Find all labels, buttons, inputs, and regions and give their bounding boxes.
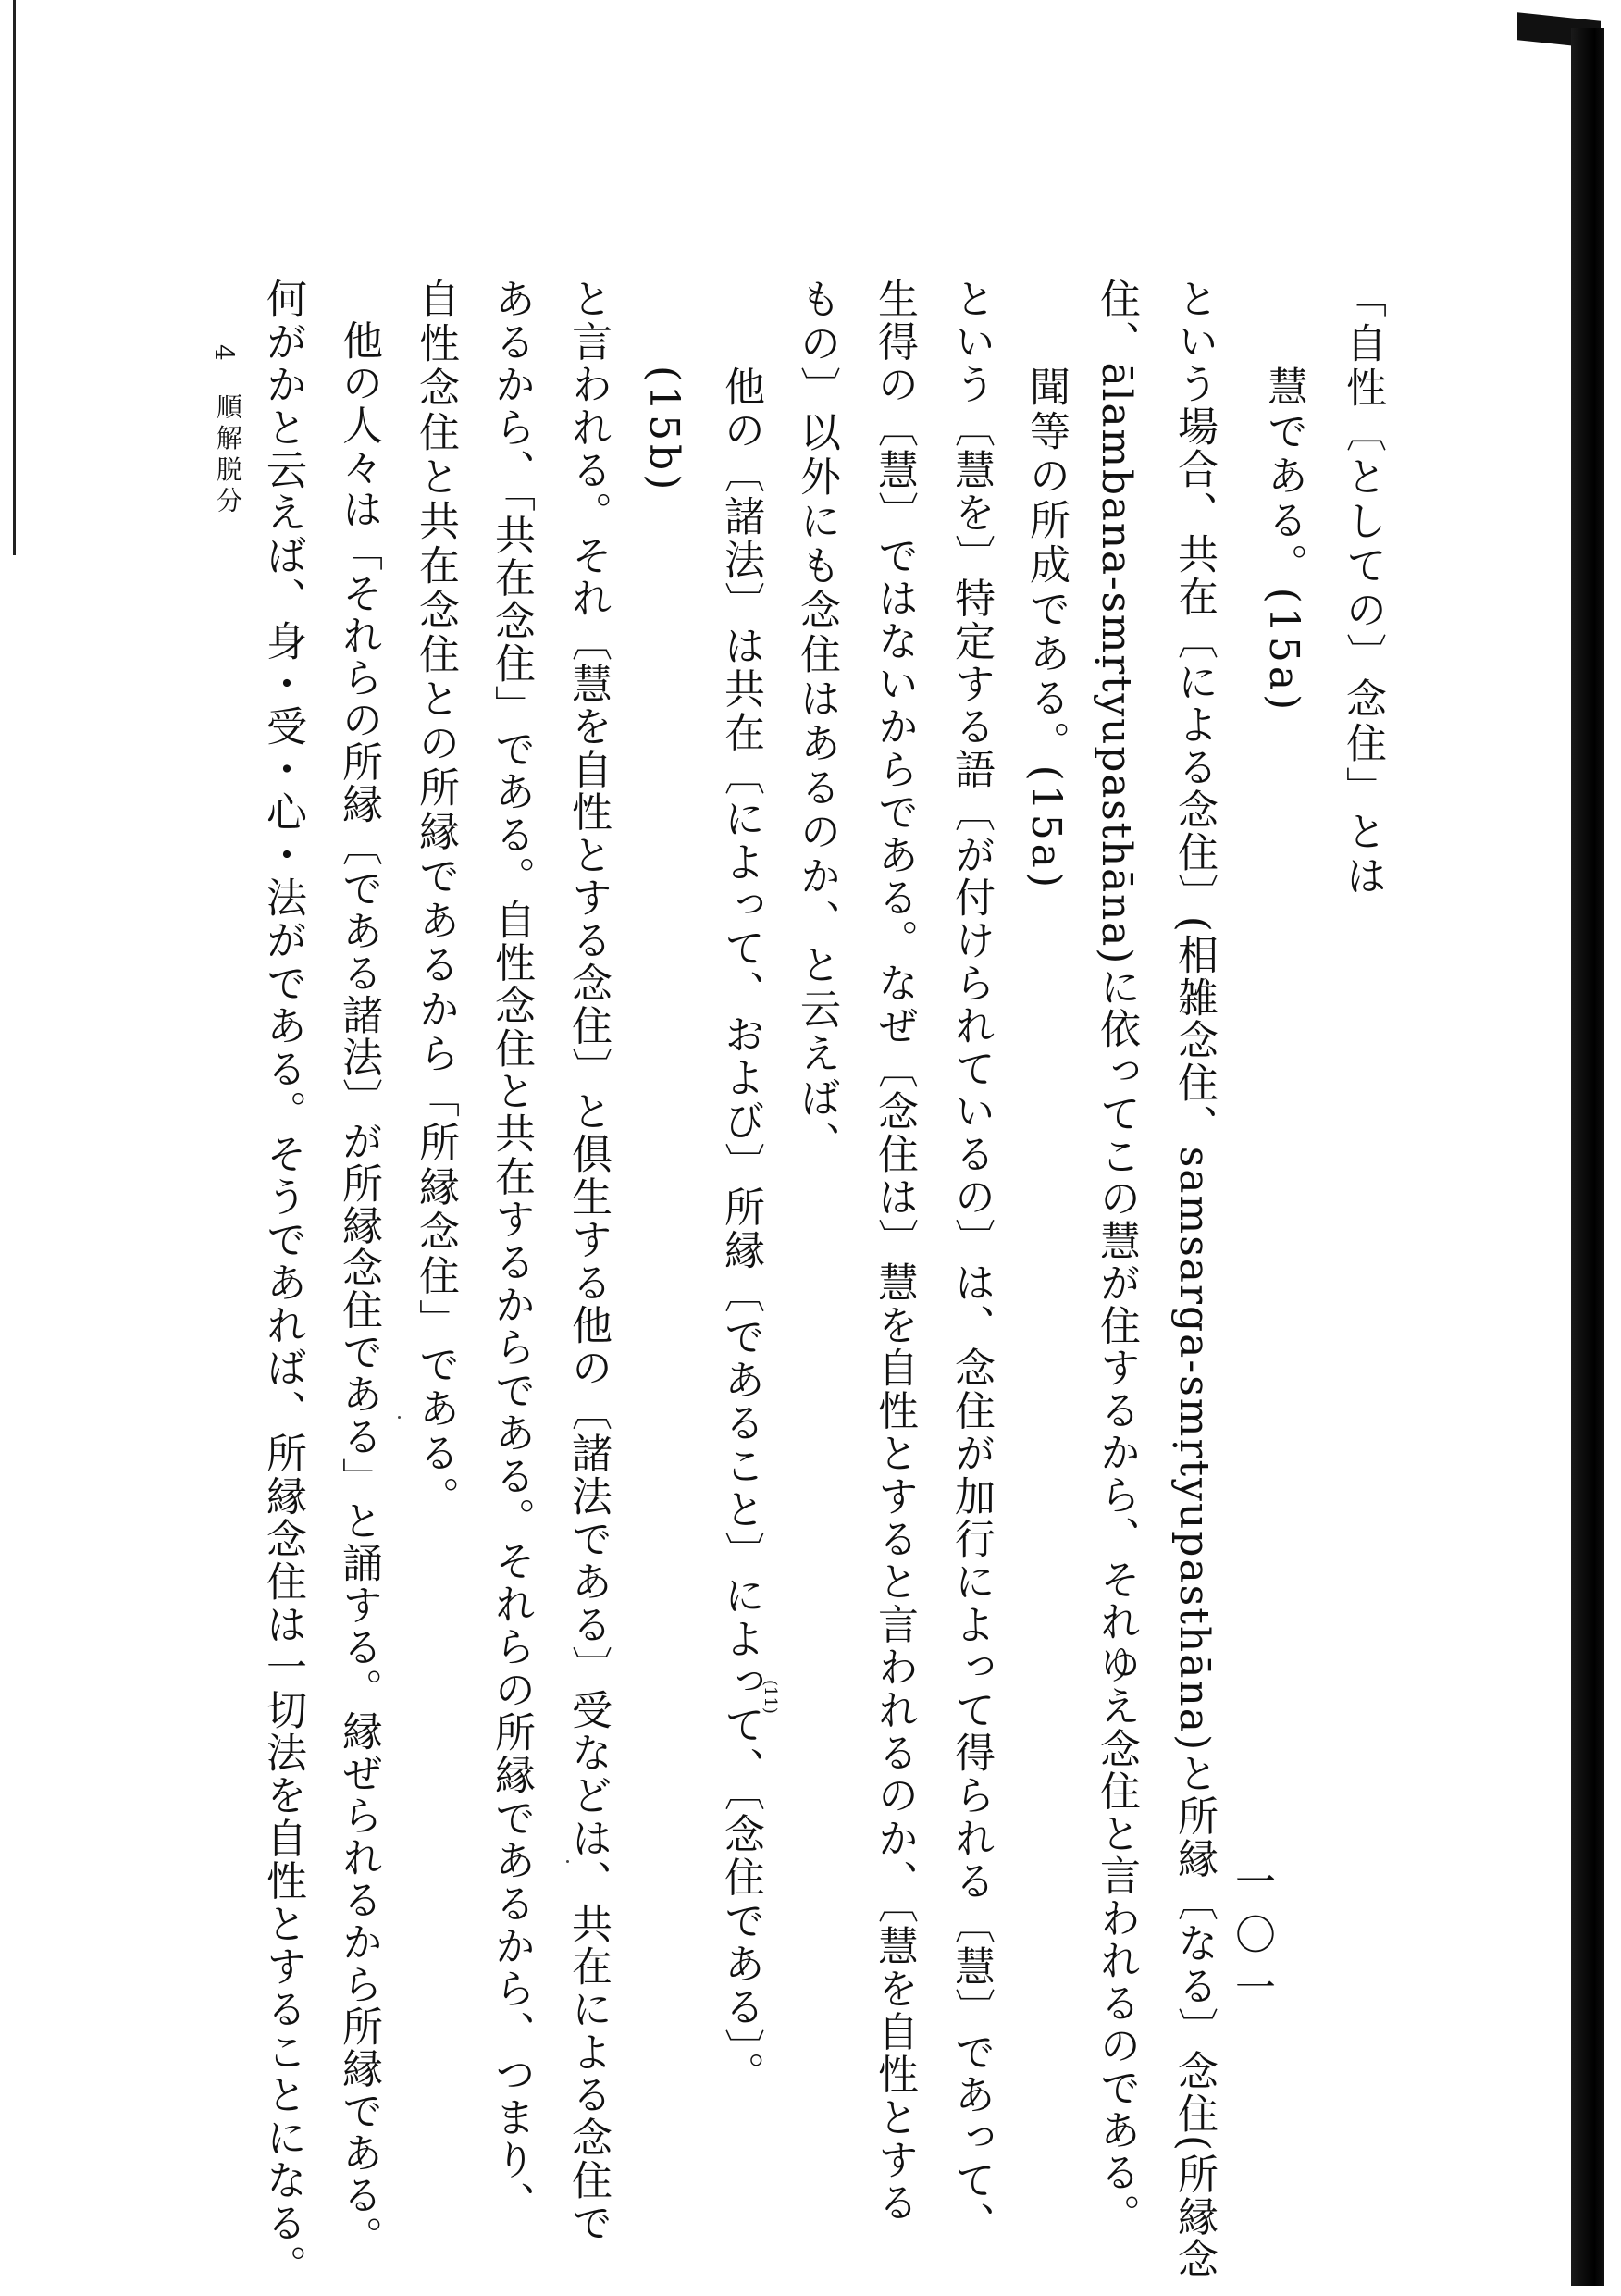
body-line: もの〕以外にも念住はあるのか、と云えば、 — [793, 278, 840, 1166]
body-line: 自性念住と共在念住との所縁であるから「所縁念住」である。 — [412, 278, 459, 1520]
body-line: という〔慧を〕特定する語〔が付けられているの〕は、念住が加行によって得られる〔慧〕であって、 — [947, 278, 995, 2245]
body-line: 何がかと云えば、身・受・心・法がである。そうであれば、所縁念住は一切法を自性とすることになる。 — [259, 278, 306, 2288]
scan-edge-line — [13, 0, 16, 555]
scan-speck — [398, 1416, 401, 1419]
footnote-marker: (11) — [761, 1680, 780, 1714]
body-line: という場合、共在〔による念住〕(相雑念住、samsarga-smṛtyupasthāna)と所縁〔なる〕念住(所縁念 — [1170, 278, 1218, 2280]
verse-heading: 「自性〔としての〕念住」とは — [1339, 278, 1386, 900]
page-number: 一〇一 — [1228, 1860, 1275, 2019]
verse-line: 他の〔諸法〕は共在〔によって、および〕所縁〔であること〕によって、〔念住である〕。 — [717, 366, 764, 2095]
verse-number: (15b) — [640, 366, 687, 494]
verse-line: 聞等の所成である。(15a) — [1022, 366, 1070, 891]
body-line: 生得の〔慧〕ではないからである。なぜ〔念住は〕慧を自性とすると言われるのか、〔慧を自性とする — [871, 278, 918, 2225]
body-line: 住、ālambana-smṛtyupasthāna)に依ってこの慧が住するから、それゆえ念住と言われるのである。 — [1093, 278, 1140, 2236]
chapter-title: 順解脱分 — [213, 393, 243, 518]
scan-edge-shadow — [1571, 28, 1604, 2286]
body-line: 他の人々は「それらの所縁〔である諸法〕が所縁念住である」と誦する。縁ぜられるから所縁である。 — [335, 319, 382, 2258]
body-line: あるから、「共在念住」である。自性念住と共在するからである。それらの所縁であるから、つまり、 — [488, 278, 535, 2225]
chapter-number: 4 — [209, 344, 240, 366]
body-line: と言われる。それ〔慧を自性とする念住〕と俱生する他の〔諸法である〕受などは、共在による念住で — [564, 278, 612, 2245]
verse-line: 慧である。(15a) — [1260, 366, 1307, 714]
